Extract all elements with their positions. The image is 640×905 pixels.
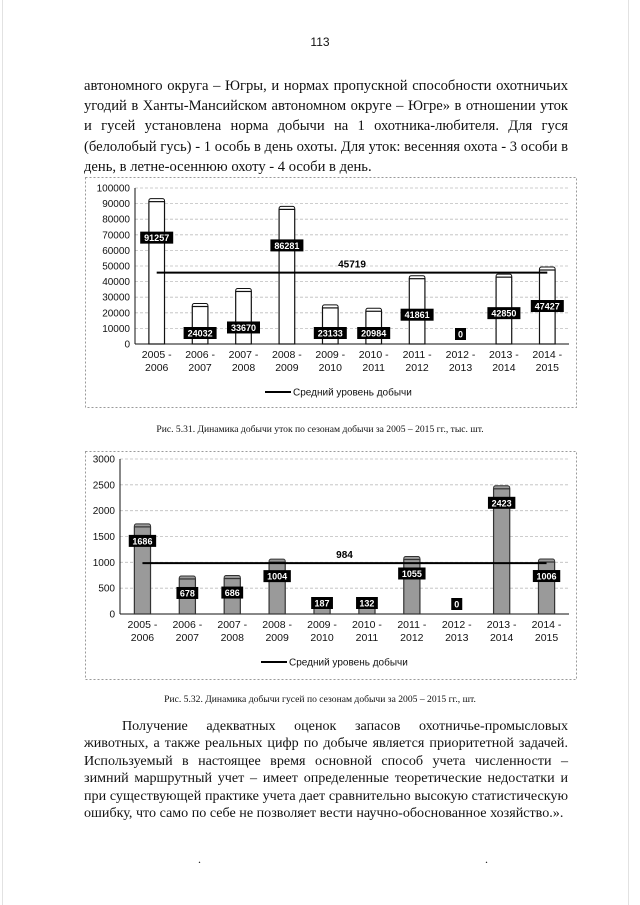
y-tick-label: 60000 [102,245,130,257]
y-tick-label: 2500 [92,480,115,492]
y-tick-label: 0 [124,339,130,351]
data-label: 1686 [132,536,153,547]
x-tick-label: 2009 [265,632,289,644]
x-tick-label: 2006 [145,362,169,374]
page-dot-left: . [198,852,201,866]
y-tick-label: 20000 [102,308,130,320]
average-label: 984 [336,550,353,562]
x-tick-label: 2012 [405,362,429,374]
x-tick-label: 2008 - [262,619,293,631]
x-tick-label: 2011 - [397,619,427,631]
x-tick-label: 2014 - [531,619,562,631]
data-label: 686 [224,588,240,599]
data-label: 42850 [491,308,517,319]
y-tick-label: 50000 [102,261,130,273]
data-label: 1055 [401,568,422,579]
x-tick-label: 2011 [355,632,379,644]
data-label: 187 [314,598,330,609]
y-tick-label: 10000 [102,323,130,335]
x-tick-label: 2008 [231,362,256,374]
x-tick-label: 2012 - [445,349,476,361]
y-tick-label: 90000 [102,199,130,211]
goose-harvest-chart-svg [85,451,577,680]
data-label: 23133 [317,328,343,339]
x-tick-label: 2005 - [127,619,158,631]
average-label: 45719 [338,259,366,271]
data-label: 0 [457,329,464,340]
data-label: 86281 [274,240,300,251]
x-tick-label: 2013 [445,632,469,644]
y-tick-label: 70000 [102,230,130,242]
x-tick-label: 2009 - [307,619,337,631]
x-tick-label: 2008 [220,632,244,644]
y-tick-label: 40000 [102,277,130,289]
x-tick-label: 2011 [362,362,385,374]
bar [267,562,288,614]
x-tick-label: 2007 - [217,619,248,631]
goose-chart-caption: Рис. 5.32. Динамика добычи гусей по сезонам добычи за 2005 – 2015 гг., шт. [164,694,476,705]
bar [279,209,295,344]
x-tick-label: 2007 [175,632,200,644]
data-label: 91257 [144,233,170,244]
x-tick-label: 2006 [130,632,155,644]
bar [538,562,554,614]
x-tick-label: 2013 - [489,349,519,361]
x-tick-label: 2015 [535,362,559,374]
y-tick-label: 30000 [102,292,130,304]
y-tick-label: 1500 [92,532,115,543]
data-label: 1006 [536,571,557,582]
x-tick-label: 2010 - [358,349,389,361]
page-left-edge [2,0,3,905]
duck-harvest-chart-svg [85,177,577,408]
x-tick-label: 2015 [534,632,559,644]
x-tick-label: 2014 [492,362,516,374]
x-tick-label: 2011 - [402,349,432,361]
data-label: 2423 [491,498,512,509]
x-tick-label: 2012 - [441,619,472,631]
page-right-edge [628,0,629,905]
x-tick-label: 2006 - [172,619,203,631]
x-tick-label: 2005 - [141,349,172,361]
legend-label: Средний уровень добычи [293,387,412,399]
page-dot-right: . [485,852,488,866]
legend-label: Средний уровень добычи [289,657,408,669]
data-label: 20984 [361,328,387,339]
x-tick-label: 2013 - [486,619,517,631]
y-tick-label: 80000 [102,214,130,226]
y-tick-label: 3000 [92,454,115,466]
x-tick-label: 2010 [310,632,334,644]
y-tick-label: 100000 [96,183,130,195]
data-label: 41861 [404,310,430,321]
x-tick-label: 2009 - [315,349,346,361]
x-tick-label: 2009 [275,362,299,374]
y-tick-label: 1000 [92,557,115,569]
data-label: 678 [179,588,195,599]
x-tick-label: 2014 [489,632,514,644]
bar [236,291,252,344]
x-tick-label: 2010 - [352,619,382,631]
x-tick-label: 2012 [400,632,424,644]
data-label: 47427 [534,301,560,312]
y-tick-label: 500 [98,583,115,595]
bottom-paragraph: Получение адекватных оценок запасов охотничье-промысловых животных, а также реальных цифр по добыче является приоритетной задачей. Используемый в настоящее время основной способ учета численности – зимний маршрутный учет – имеет определенные теоретические недостатки и при существующей практике учета дает сравнительно высокую статистическую ошибку, что само по себе не позволяет вести научно-обоснованное хозяйство.». [84,718,568,822]
goose-harvest-chart [85,451,577,680]
y-tick-label: 2000 [92,506,115,518]
data-label: 0 [454,599,460,610]
data-label: 24032 [187,328,213,339]
top-paragraph: автономного округа – Югры, и нормах пропускной способности охотничьих угодий в Ханты-Мансийском автономном округе – Югре» в отношении уток и гусей установлена норма добычи на 1 охотника-любителя. Для гуся (белолобый гусь) - 1 особь в день охоты. Для уток: весенняя охота - 3 особи в день, в летне-осеннюю охоту - 4 особи в день. [84,78,568,175]
x-tick-label: 2008 - [272,349,302,361]
x-tick-label: 2010 [318,362,342,374]
page-number: 113 [310,35,330,49]
data-label: 33670 [230,322,257,333]
y-tick-label: 0 [109,609,115,621]
x-tick-label: 2014 - [532,349,563,361]
x-tick-label: 2006 - [185,349,215,361]
data-label: 132 [359,598,375,609]
x-tick-label: 2007 [188,362,212,374]
duck-chart-caption: Рис. 5.31. Динамика добычи уток по сезонам добычи за 2005 – 2015 гг., тыс. шт. [156,424,484,435]
x-tick-label: 2007 - [228,349,259,361]
x-tick-label: 2013 [448,362,473,374]
duck-harvest-chart [85,177,577,408]
data-label: 1004 [267,571,288,582]
